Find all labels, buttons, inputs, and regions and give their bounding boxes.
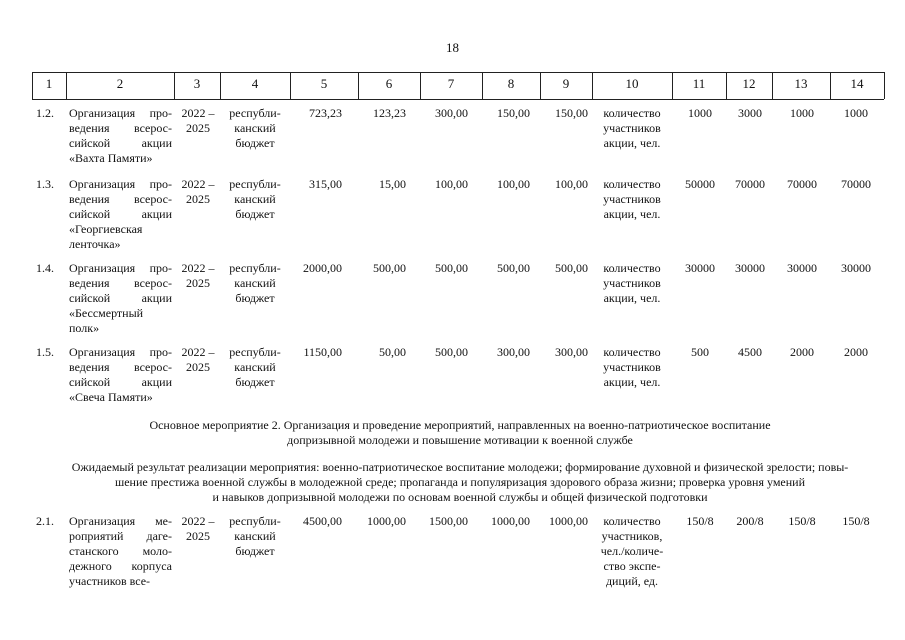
row-period: 2022 – 2025 xyxy=(181,514,215,543)
row-value: 150/8 xyxy=(788,514,816,528)
row-2025: 500,00 xyxy=(555,261,588,275)
row-2025: 1000,00 xyxy=(549,514,588,528)
row-value: 150/8 xyxy=(686,514,714,528)
row-total: 723,23 xyxy=(309,106,342,120)
row-indicator: количество участников акции, чел. xyxy=(603,261,661,305)
row-source: республи-канский бюджет xyxy=(229,106,281,150)
row-value: 70000 xyxy=(735,177,765,191)
row-number: 1.4. xyxy=(36,261,54,275)
expected-result-line: и навыков допризывной молодежи по основам военной службы и общей физической подготовки xyxy=(212,490,708,504)
row-2025: 300,00 xyxy=(555,345,588,359)
row-value: 1000 xyxy=(844,106,868,120)
page-number: 18 xyxy=(446,40,459,55)
row-2024: 150,00 xyxy=(497,106,530,120)
row-source: республи-канский бюджет xyxy=(229,261,281,305)
row-indicator: количество участников акции, чел. xyxy=(603,345,661,389)
row-2023: 300,00 xyxy=(435,106,468,120)
section-title xyxy=(40,418,880,448)
row-value: 2000 xyxy=(790,345,814,359)
row-value: 3000 xyxy=(738,106,762,120)
row-value: 1000 xyxy=(790,106,814,120)
row-2022: 123,23 xyxy=(373,106,406,120)
table-top-border xyxy=(32,72,884,73)
row-indicator: количество участников акции, чел. xyxy=(603,177,661,221)
row-value: 30000 xyxy=(685,261,715,275)
row-number: 2.1. xyxy=(36,514,54,528)
col-header: 2 xyxy=(116,76,124,91)
col-header: 12 xyxy=(742,76,756,91)
row-period: 2022 – 2025 xyxy=(181,177,215,206)
row-2022: 15,00 xyxy=(379,177,406,191)
col-header: 1 xyxy=(45,76,53,91)
header-bottom-border xyxy=(32,99,884,100)
col-header: 6 xyxy=(385,76,393,91)
row-activity: Организация про-ведения всерос-сийской акции «Свеча Памяти» xyxy=(69,345,172,404)
row-value: 500 xyxy=(691,345,709,359)
row-total: 4500,00 xyxy=(303,514,342,528)
row-2024: 1000,00 xyxy=(491,514,530,528)
row-period: 2022 – 2025 xyxy=(181,345,215,374)
row-value: 2000 xyxy=(844,345,868,359)
row-value: 150/8 xyxy=(842,514,870,528)
col-header: 13 xyxy=(794,76,808,91)
row-2023: 1500,00 xyxy=(429,514,468,528)
row-activity: Организация про-ведения всерос-сийской акции «Бессмертный полк» xyxy=(69,261,172,335)
row-2022: 500,00 xyxy=(373,261,406,275)
row-activity: Организация про-ведения всерос-сийской акции «Вахта Памяти» xyxy=(69,106,172,165)
row-2023: 100,00 xyxy=(435,177,468,191)
expected-result xyxy=(30,460,890,505)
expected-result-line: шение престижа военной службы в молодежной среде; пропаганда и популяризация здорового образа жизни; проверка уровня умений xyxy=(114,475,806,489)
row-total: 315,00 xyxy=(309,177,342,191)
section-title-line: допризывной молодежи и повышение мотивации к военной службе xyxy=(287,433,633,447)
row-source: республи-канский бюджет xyxy=(229,177,281,221)
row-indicator: количество участников, чел./количе-ство экспе-диций, ед. xyxy=(600,514,664,588)
row-value: 30000 xyxy=(787,261,817,275)
row-total: 2000,00 xyxy=(303,261,342,275)
row-source: республи-канский бюджет xyxy=(229,514,281,558)
row-value: 4500 xyxy=(738,345,762,359)
row-2023: 500,00 xyxy=(435,261,468,275)
row-2025: 100,00 xyxy=(555,177,588,191)
row-indicator: количество участников акции, чел. xyxy=(603,106,661,150)
row-value: 1000 xyxy=(688,106,712,120)
col-header: 3 xyxy=(193,76,201,91)
row-source: республи-канский бюджет xyxy=(229,345,281,389)
row-activity: Организация про-ведения всерос-сийской акции «Георгиевская ленточка» xyxy=(69,177,172,251)
section-title-line: Основное мероприятие 2. Организация и проведение мероприятий, направленных на военно-патриотическое воспитание xyxy=(149,418,771,432)
row-activity: Организация ме-роприятий даге-станского моло-дежного корпуса участников все- xyxy=(69,514,172,588)
row-period: 2022 – 2025 xyxy=(181,106,215,135)
row-2022: 50,00 xyxy=(379,345,406,359)
col-header: 11 xyxy=(692,76,706,91)
row-number: 1.3. xyxy=(36,177,54,191)
row-number: 1.2. xyxy=(36,106,54,120)
row-2024: 100,00 xyxy=(497,177,530,191)
row-value: 30000 xyxy=(841,261,871,275)
col-header: 7 xyxy=(447,76,455,91)
row-2025: 150,00 xyxy=(555,106,588,120)
col-border xyxy=(884,72,885,99)
row-2023: 500,00 xyxy=(435,345,468,359)
col-header: 4 xyxy=(251,76,259,91)
row-2024: 300,00 xyxy=(497,345,530,359)
row-value: 70000 xyxy=(787,177,817,191)
col-header: 8 xyxy=(507,76,515,91)
row-2024: 500,00 xyxy=(497,261,530,275)
col-header: 10 xyxy=(625,76,639,91)
row-number: 1.5. xyxy=(36,345,54,359)
row-2022: 1000,00 xyxy=(367,514,406,528)
row-total: 1150,00 xyxy=(303,345,342,359)
expected-result-line: Ожидаемый результат реализации мероприятия: военно-патриотическое воспитание молодежи; формирование духовной и физической зрелости; повы- xyxy=(71,460,849,474)
col-header: 9 xyxy=(562,76,570,91)
col-header: 5 xyxy=(320,76,328,91)
row-value: 200/8 xyxy=(736,514,764,528)
col-header: 14 xyxy=(850,76,864,91)
row-period: 2022 – 2025 xyxy=(181,261,215,290)
row-value: 30000 xyxy=(735,261,765,275)
row-value: 70000 xyxy=(841,177,871,191)
row-value: 50000 xyxy=(685,177,715,191)
